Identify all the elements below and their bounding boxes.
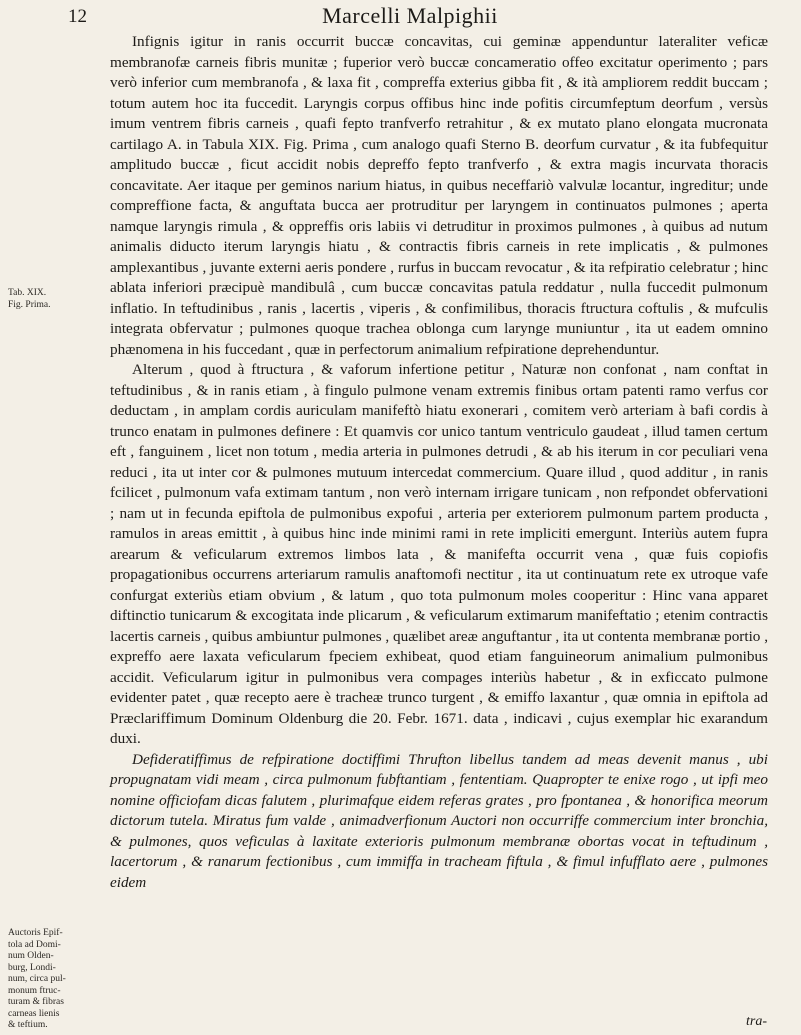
margin-note-line: Tab. XIX. [8, 288, 47, 298]
margin-note-line: num, circa pul- [8, 974, 66, 984]
margin-note-line: & teftium. [8, 1020, 48, 1030]
page-number: 12 [68, 6, 87, 27]
margin-note-line: num Olden- [8, 951, 54, 961]
margin-note-line: Auctoris Epif- [8, 928, 63, 938]
paragraph-vessels: Alterum , quod à ftructura , & vaforum infertione petitur , Naturæ non confonat , nam conftat in teftudinibus , & in ranis etiam , à fingulo pulmone venam extremis finibus ortam patenti ramo verfus cor deductam , in amplam cordis auriculam manifeftò hiatu exonerari , comitem verò arteriam à bafi cordis à trunco enatam in pulmones definere : Et quamvis cor unico tantum ventriculo gaudeat , illud tamen certum eft , fanguinem , licet non totum , media arteria in pulmones detrudi , & ab his iterum in cor peculiari vena reduci , ita ut inter cor & pulmones mutuum intercedat commercium. Quare illud , quod additur , in ranis fcilicet , pulmonum vafa extimam tantum , non verò internam irrigare tunicam , non refpondet obfervationi ; nam ut in fecunda epiftola de pulmonibus expofui , arteria per exteriorem pulmonum partem producta , ramulos in areas emittit , à quibus hinc inde minimi rami in rete impliciti emergunt. Interiùs autem fupra arearum & veficularum extremos limbos lata , & manifefta occurrit vena , quæ fuis copiofis propagationibus occurrens arteriarum ramulis anaftomofi nectitur , ita ut continuatum rete ex utroque vafe confurgat exteriùs etiam obvium , & latum , quo tota pulmonum moles cooperitur : Hinc vana apparet diftinctio tunicarum & excogitata inde plicarum , & veficularum extimarum manifeftatio ; etenim contractis lacertis carneis , quibus ambiuntur pulmones , quælibet areæ anguftantur , ita ut contenta membranæ portio , expreffo aere laxata veficularum fpeciem exhibeat, quod etiam fanguineorum animalium pulmonibus accidit. Veficularum igitur in pulmonibus vera compages interiùs habetur , & in exficcato pulmone evidenter patet , quæ recepto aere è tracheæ trunco turgent , & emiffo laxantur , quæ omnia in epiftola ad Præclariffimum Dominum Oldenburg die 20. Febr. 1671. data , indicavi , cujus exemplar hic exarandum duxi. [110, 361, 768, 747]
paragraph-letter: Defideratiffimus de refpiratione doctiffimi Thrufton libellus tandem ad meas devenit manus , ubi propugnatam vidi meam , circa pulmonum fubftantiam , fententiam. Quapropter te enixe rogo , ut ipfi meo nomine officiofam dicas falutem , plurimafque eidem referas grates , pro fpontanea , & honorifica meorum dictorum tutela. Miratus fum valde , animadverfionum Auctori non occurriffe commercium inter bronchia, & pulmones, quos veficulas à laxitate exterioris pulmonum membranæ obortas vocat in teftudinum , lacertorum , & ranarum fectionibus , cum immiffa in tracheam fiftula , & fimul infufflato aere , pulmones eidem [110, 750, 768, 891]
margin-note-line: turam & fibras [8, 997, 64, 1007]
margin-note-line: burg, Londi- [8, 962, 56, 973]
paragraph-respiration: Infignis igitur in ranis occurrit buccæ concavitas, cui geminæ appenduntur lateraliter veficæ membranofæ carneis fibris munitæ ; fuperior verò buccæ concameratio offeo excitatur operimento ; pars verò inferior cum membranofa , & laxa fit , compreffa exterius gibba fit , & ità ampliorem reddit buccam ; totum autem hoc ita fuccedit. Laryngis corpus offibus hinc inde pofitis circumfeptum deorfum , versùs imum ventrem fibris carneis , quafi fepto tranfverfo retrahitur , & ex mutato plano elongata mucronata cartilago A. in Tabula XIX. Fig. Prima , cum analogo quafi Sterno B. deorfum curvatur , & ita fubfequitur amplitudo buccæ , ficut accidit nobis depreffo fepto tranfverfo , & extra magis incurvata thoracis concavitate. Aer itaque per geminos narium hiatus, in quibus neceffariò valvulæ locantur, ingreditur; unde compreffione facta, & anguftata bucca aer protruditur per laryngem in continuatos pulmones ; aperta namque laryngis rimula , & oppreffis oris labiis vi detruditur in proximos pulmones , à quibus ad nutum animalis diducto iterum laryngis hiatu , & contractis fibris carneis in rete implicatis , & pulmones amplexantibus , juvante externi aeris pondere , rurfus in buccam revocatur , & ita refpiratio celebratur ; hinc ablata inferiori præcipuè mandibulâ , cum buccæ concavitas patula reddatur , nulla fuccedit pulmonum inflatio. In teftudinibus , ranis , lacertis , viperis , & confimilibus, thoracis ftructura coftulis , & mufculis integrata obfervatur ; pulmones quoque trachea oblonga cum larynge muniuntur , ita ut eadem omnino phænomena in his fuccedant , quæ in perfectorum animalium refpiratione deprehenduntur. [110, 33, 768, 358]
margin-note-line: monum ftruc- [8, 985, 61, 996]
margin-note-line: tola ad Domi- [8, 939, 61, 950]
margin-note-figure-ref [8, 288, 104, 311]
margin-note-line: Fig. Prima. [8, 299, 51, 310]
margin-note-epistola [8, 928, 104, 1032]
page-header [60, 2, 760, 32]
margin-note-line: carneas lienis [8, 1008, 60, 1019]
running-head: Marcelli Malpighii [322, 3, 498, 28]
catchword: tra- [746, 1014, 767, 1029]
main-text [110, 32, 768, 893]
